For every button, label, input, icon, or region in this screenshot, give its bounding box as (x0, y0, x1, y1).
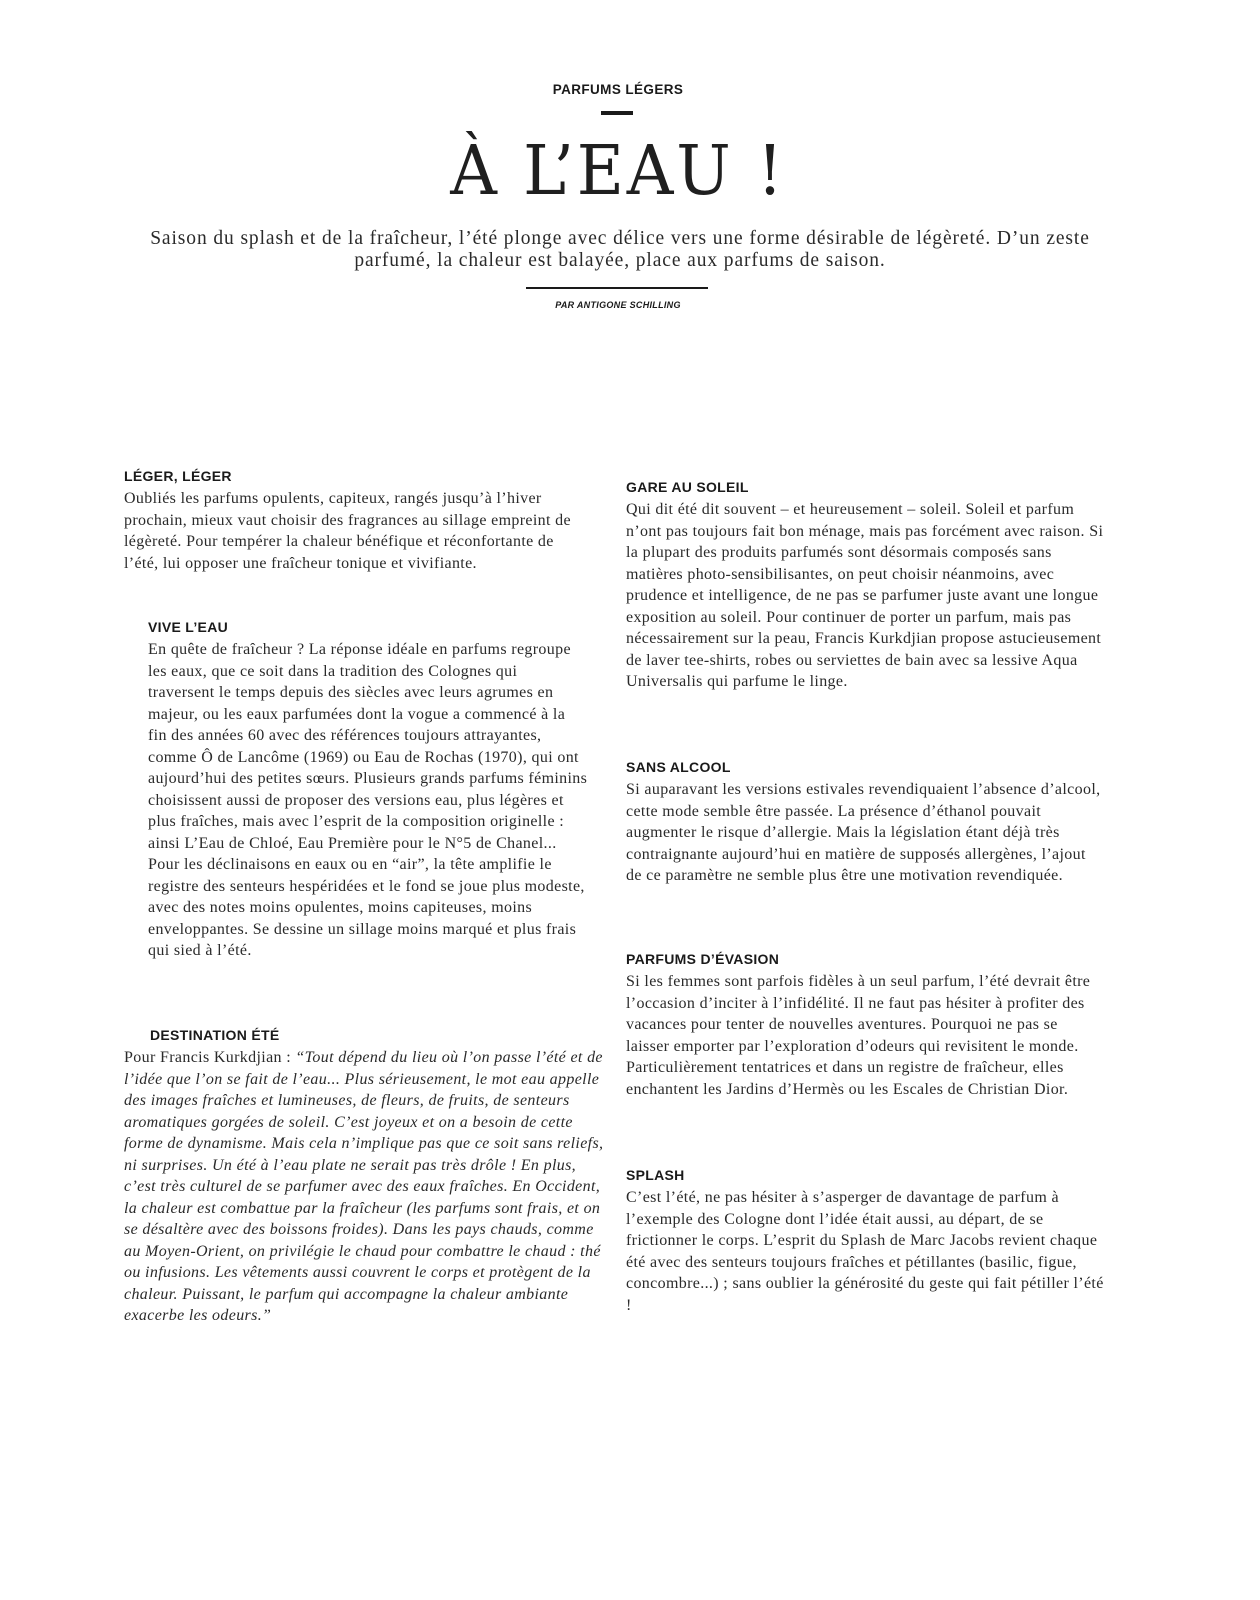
section-vive-eau (148, 618, 588, 962)
section-soleil (626, 478, 1104, 693)
section-body: Si les femmes sont parfois fidèles à un seul parfum, l’été devrait être l’occasion d’inciter à l’infidélité. Il ne faut pas hésiter à profiter des vacances pour tenter de nouvelles aventures. Pourquoi ne pas se laisser emporter par l’exploration d’odeurs qui revisitent le monde. Particulièrement tentatrices et dans un registre de fraîcheur, elles enchantent les Jardins d’Hermès ou les Escales de Christian Dior. (626, 973, 1091, 1098)
section-body: Si auparavant les versions estivales revendiquaient l’absence d’alcool, cette mode semble être passée. La présence d’éthanol pouvait augmenter le risque d’allergie. Mais la législation étant déjà très contraignante aujourd’hui en matière de supposés allergènes, l’ajout de ce paramètre ne semble plus être une motivation revendiquée. (626, 781, 1101, 884)
page-title: À L’EAU ! (450, 132, 786, 211)
section-body: Qui dit été dit souvent – et heureusement – soleil. Soleil et parfum n’ont pas toujours fait bon ménage, mais pas forcément avec raison. Si la plupart des produits parfumés sont désormais composés sans matières photo-sensibilisantes, on peut choisir néanmoins, avec prudence et intelligence, de ne pas se parfumer juste avant une longue exposition au soleil. Pour continuer de porter un parfum, mais pas nécessairement sur la peau, Francis Kurkdjian propose astucieusement de laver tee-shirts, robes ou serviettes de bain avec sa lessive Aqua Universalis qui parfume le linge. (626, 501, 1104, 690)
section-body (124, 1047, 604, 1327)
section-body: Oubliés les parfums opulents, capiteux, rangés jusqu’à l’hiver prochain, mieux vaut choisir des fragrances au sillage empreint de légèreté. Pour tempérer la chaleur bénéfique et réconfortante de l’été, lui opposer une fraîcheur tonique et vivifiante. (124, 490, 571, 572)
section-heading: VIVE L’EAU (148, 619, 229, 635)
section-alcool (626, 758, 1104, 887)
section-heading: GARE AU SOLEIL (626, 479, 749, 495)
section-heading: LÉGER, LÉGER (124, 468, 232, 484)
byline: PAR ANTIGONE SCHILLING (555, 300, 681, 310)
kicker: PARFUMS LÉGERS (552, 82, 684, 97)
section-heading: SANS ALCOOL (626, 759, 731, 775)
section-body: C’est l’été, ne pas hésiter à s’asperger de davantage de parfum à l’exemple des Cologne dont l’idée était aussi, au départ, de se frictionner le corps. L’esprit du Splash de Marc Jacobs revient chaque été avec des senteurs toujours fraîches et pétillantes (basilic, figue, concombre...) ; sans oublier la générosité du geste qui fait pétiller l’été ! (626, 1189, 1104, 1314)
kicker-rule (601, 111, 633, 115)
byline-rule (526, 287, 708, 289)
section-splash (626, 1166, 1110, 1316)
section-leger (124, 467, 584, 574)
section-evasion (626, 950, 1104, 1100)
standfirst: Saison du splash et de la fraîcheur, l’été plonge avec délice vers une forme désirable de légèreté. D’un zeste parfumé, la chaleur est balayée, place aux parfums de saison. (150, 228, 1090, 271)
section-heading: SPLASH (626, 1167, 685, 1183)
section-heading: DESTINATION ÉTÉ (150, 1027, 280, 1043)
section-body: En quête de fraîcheur ? La réponse idéale en parfums regroupe les eaux, que ce soit dans la tradition des Colognes qui traversent le temps depuis des siècles avec leurs agrumes en majeur, ou les eaux parfumées dont la vogue a commencé à la fin des années 60 avec des références toujours attrayantes, comme Ô de Lancôme (1969) ou Eau de Rochas (1970), qui ont aujourd’hui des petites sœurs. Plusieurs grands parfums féminins choisissent aussi de proposer des versions eau, plus légères et plus fraîches, mais avec l’esprit de la composition originelle : ainsi L’Eau de Chloé, Eau Première pour le N°5 de Chanel... Pour les déclinaisons en eaux ou en “air”, la tête amplifie le registre des senteurs hespéridées et le fond se joue plus modeste, avec des notes moins opulentes, moins capiteuses, moins enveloppantes. Se dessine un sillage moins marqué et plus frais qui sied à l’été. (148, 641, 588, 959)
quote-text: “Tout dépend du lieu où l’on passe l’été et de l’idée que l’on se fait de l’eau... Plus sérieusement, le mot eau appelle des images fraîches et lumineuses, de fleurs, de fruits, de senteurs aromatiques gorgées de soleil. C’est joyeux et on a besoin de cette forme de dynamisme. Mais cela n’implique pas que ce soit sans reliefs, ni surprises. Un été à l’eau plate ne serait pas très drôle ! En plus, c’est très culturel de se parfumer avec des eaux fraîches. En Occident, la chaleur est combattue par la fraîcheur (les parfums sont frais, et on se désaltère avec des boissons froides). Dans les pays chauds, comme au Moyen-Orient, on privilégie le chaud pour combattre le chaud : thé ou infusions. Les vêtements aussi couvrent le corps et protègent de la chaleur. Puissant, le parfum qui accompagne la chaleur ambiante exacerbe les odeurs.” (124, 1049, 604, 1324)
section-heading: PARFUMS D’ÉVASION (626, 951, 780, 967)
quote-intro: Pour Francis Kurkdjian : (124, 1049, 296, 1066)
section-destination (124, 1026, 604, 1327)
